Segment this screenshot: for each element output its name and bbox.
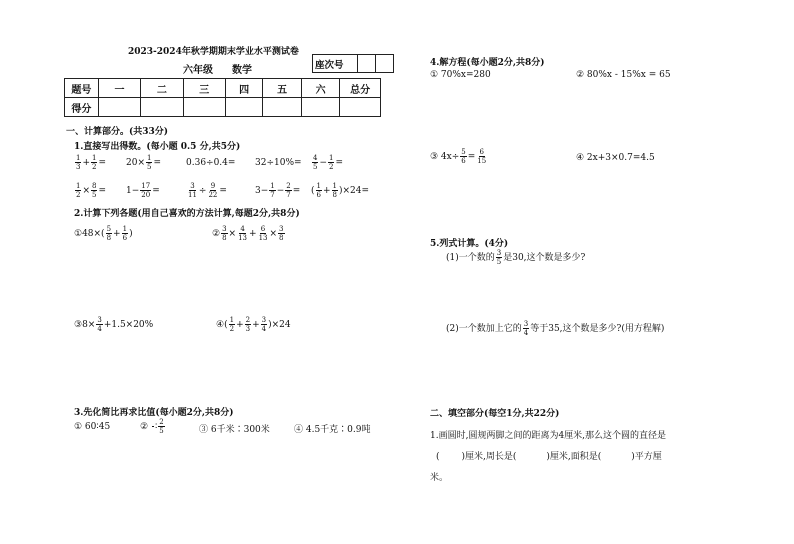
fraction-denominator: 4 — [261, 325, 267, 333]
fraction-numerator: 3 — [190, 182, 195, 190]
section-1-heading: 一、计算部分。(共33分) — [66, 127, 169, 137]
q3-item-1: ① 60∶45 — [74, 422, 111, 432]
fraction-denominator: 4 — [97, 325, 102, 333]
q4-item-4: ④ 2x+3×0.7=4.5 — [576, 153, 655, 163]
fraction-denominator: 5 — [92, 191, 97, 199]
fraction — [207, 182, 218, 199]
q1-item-10: ( $\frac{1}{6}$ + $\frac{1}{8}$ )×24= — [311, 182, 370, 199]
fraction-numerator: 4 — [240, 225, 245, 233]
exam-title: 2023-2024年秋学期期末学业水平测试卷 — [128, 47, 299, 57]
score-input-cell[interactable] — [301, 98, 339, 117]
fraction-numerator: 3 — [261, 316, 267, 324]
fraction — [237, 225, 248, 242]
fill-1-line-1: 1.画圆时,圆规两脚之间的距离为4厘米,那么这个圆的直径是 — [430, 431, 667, 441]
score-header-cell: 四 — [225, 79, 262, 98]
q1-item-7: 1− $\frac{17}{20}$ = — [126, 182, 160, 199]
q4-item-2: ② 80%x - 15%x = 65 — [576, 70, 671, 80]
fraction — [187, 182, 198, 199]
fraction-numerator: 5 — [461, 148, 466, 156]
fraction — [285, 182, 291, 199]
seat-number-box — [312, 54, 394, 73]
fraction — [152, 426, 154, 427]
q1-item-8: $\frac{3}{11}$ ÷ $\frac{9}{22}$ = — [188, 182, 227, 199]
score-row-label: 得分 — [65, 98, 99, 117]
fraction — [122, 225, 128, 242]
subject-label: 数学 — [232, 65, 252, 76]
fraction-numerator: 6 — [260, 225, 266, 233]
seat-cell[interactable] — [376, 55, 394, 73]
q1-item-9: 3− $\frac{1}{7}$ − $\frac{2}{7}$ = — [255, 182, 301, 199]
q2-item-3: ③8× $\frac{3}{4}$ +1.5×20% — [74, 316, 154, 333]
fraction — [328, 154, 334, 171]
score-input-cell[interactable] — [263, 98, 301, 117]
q1-item-4: 32÷10%= — [255, 158, 302, 168]
grade-label: 六年级 — [183, 65, 213, 76]
fraction — [91, 182, 97, 199]
fraction-numerator: 8 — [92, 182, 97, 190]
fraction-numerator: 3 — [496, 249, 502, 257]
fraction-numerator: 3 — [523, 320, 529, 328]
q3-item-2: ② ∶ $\frac{2}{5}$ — [140, 418, 164, 435]
q3-item-3: ③ 6千米∶300米 — [199, 425, 270, 435]
score-table-score-row — [65, 98, 381, 117]
score-header-cell: 题号 — [65, 79, 99, 98]
fraction-numerator: 2 — [159, 418, 164, 426]
fill-1-line-3: 米。 — [430, 473, 449, 483]
fill-1-line-2: ( )厘米,周长是( )厘米,面积是( )平方厘 — [436, 452, 662, 462]
q3-item-4: ④ 4.5千克∶0.9吨 — [294, 425, 371, 435]
fraction — [140, 182, 151, 199]
fraction-numerator: 5 — [106, 225, 112, 233]
fraction-numerator: 6 — [479, 148, 484, 156]
fraction-numerator: 1 — [329, 154, 334, 162]
fraction — [221, 225, 227, 242]
fraction-denominator: 5 — [147, 163, 152, 171]
seat-label: 座次号 — [313, 55, 358, 73]
fraction-numerator: 4 — [313, 154, 318, 162]
fraction-denominator: 8 — [279, 234, 284, 242]
fraction-denominator: 8 — [222, 234, 227, 242]
q1-item-6: $\frac{1}{2}$ × $\frac{8}{5}$ = — [76, 182, 107, 199]
fraction — [476, 148, 487, 165]
score-header-cell: 一 — [98, 79, 140, 98]
fraction-denominator: 7 — [270, 191, 275, 199]
fraction-numerator: 1 — [92, 154, 97, 162]
fraction — [496, 249, 502, 266]
fraction-numerator: 9 — [210, 182, 216, 190]
score-header-cell: 总分 — [340, 79, 381, 98]
q1-item-2: 20× $\frac{1}{5}$ = — [126, 154, 162, 171]
score-header-cell: 二 — [141, 79, 183, 98]
q1-item-5: $\frac{4}{5}$ − $\frac{1}{2}$ = — [313, 154, 344, 171]
fraction-denominator: 5 — [496, 258, 502, 266]
fraction-denominator: 5 — [313, 163, 318, 171]
score-input-cell[interactable] — [225, 98, 262, 117]
q5-item-2: (2)一个数加上它的 $\frac{3}{4}$ 等于35,这个数是多少?(用方程解) — [446, 320, 665, 337]
q2-title: 2.计算下列各题(用自己喜欢的方法计算,每题2分,共8分) — [74, 209, 300, 219]
fraction-numerator: 3 — [279, 225, 284, 233]
fraction — [460, 148, 466, 165]
fraction — [91, 154, 97, 171]
fraction-numerator: 1 — [332, 182, 337, 190]
fraction-denominator: 2 — [76, 191, 81, 199]
fraction-denominator: 7 — [286, 191, 291, 199]
fraction-numerator: 1 — [270, 182, 275, 190]
fraction-denominator: 6 — [316, 191, 321, 199]
fraction — [332, 182, 338, 199]
fraction — [258, 225, 269, 242]
fraction — [316, 182, 322, 199]
fraction — [312, 154, 318, 171]
fraction — [523, 320, 529, 337]
score-input-cell[interactable] — [183, 98, 225, 117]
score-header-cell: 六 — [301, 79, 339, 98]
fraction-numerator: 3 — [222, 225, 227, 233]
fraction-numerator: 1 — [122, 225, 128, 233]
fraction-numerator: 1 — [76, 154, 81, 162]
section-2-heading: 二、填空部分(每空1分,共22分) — [430, 409, 560, 419]
q1-title: 1.直接写出得数。(每小题 0.5 分,共5分) — [74, 142, 241, 152]
q1-item-3: 0.36÷0.4= — [186, 158, 236, 168]
q2-item-2: ② $\frac{3}{8}$ × $\frac{4}{13}$ + $\frac{6}{13}$ × $\frac{3}{8}$ — [212, 225, 284, 242]
fraction-numerator: 1 — [316, 182, 321, 190]
fraction-numerator: 3 — [97, 316, 102, 324]
fraction-denominator: 3 — [76, 163, 81, 171]
fraction-numerator: 2 — [286, 182, 291, 190]
q4-item-1: ① 70%x=280 — [430, 70, 491, 80]
fraction-denominator: 8 — [332, 191, 337, 199]
fraction-denominator: 2 — [329, 163, 334, 171]
score-table-header-row — [65, 79, 381, 98]
fraction-numerator: 2 — [245, 316, 251, 324]
fraction — [158, 418, 164, 435]
fraction-numerator: 17 — [141, 182, 151, 190]
fraction-numerator — [152, 426, 154, 427]
q5-title: 5.列式计算。(4分) — [430, 239, 509, 249]
score-header-cell: 五 — [263, 79, 301, 98]
fraction-numerator: 1 — [229, 316, 235, 324]
score-table — [64, 78, 381, 117]
fraction-denominator: 6 — [461, 157, 466, 165]
q5-item-1: (1)一个数的 $\frac{3}{5}$ 是30,这个数是多少? — [446, 249, 586, 266]
score-input-cell[interactable] — [98, 98, 140, 117]
fraction-denominator: 2 — [92, 163, 97, 171]
fraction-denominator: 8 — [106, 234, 112, 242]
fraction — [75, 182, 81, 199]
fraction-denominator: 4 — [523, 329, 529, 337]
fraction-denominator: 15 — [477, 157, 487, 165]
fraction-numerator: 1 — [76, 182, 81, 190]
score-input-cell[interactable] — [340, 98, 381, 117]
fraction-denominator: 2 — [229, 325, 235, 333]
seat-cell[interactable] — [358, 55, 376, 73]
fraction — [146, 154, 152, 171]
fraction — [96, 316, 102, 333]
fraction-denominator: 13 — [258, 234, 268, 242]
fraction-denominator: 5 — [159, 427, 164, 435]
q3-title: 3.先化简比再求比值(每小题2分,共8分) — [74, 408, 234, 418]
fraction-denominator: 22 — [208, 191, 218, 199]
q2-item-4: ④( $\frac{1}{2}$ + $\frac{2}{3}$ + $\frac{3}{4}$ )×24 — [216, 316, 291, 333]
fraction-denominator: 6 — [122, 234, 128, 242]
fraction — [278, 225, 284, 242]
fraction — [229, 316, 235, 333]
q2-item-1: ①48×( $\frac{5}{8}$ + $\frac{1}{6}$ ) — [74, 225, 133, 242]
fraction — [261, 316, 267, 333]
q1-item-1: $\frac{1}{3}$ + $\frac{1}{2}$ = — [76, 154, 107, 171]
fraction — [106, 225, 112, 242]
fraction-denominator: 20 — [141, 191, 151, 199]
q4-title: 4.解方程(每小题2分,共8分) — [430, 58, 545, 68]
score-input-cell[interactable] — [141, 98, 183, 117]
fraction-denominator: 11 — [188, 191, 197, 199]
fraction — [245, 316, 251, 333]
q4-item-3: ③ 4x÷ $\frac{5}{6}$ = $\frac{6}{15}$ — [430, 148, 487, 165]
fraction-denominator: 13 — [238, 234, 248, 242]
fraction-numerator: 1 — [147, 154, 152, 162]
fraction-denominator: 3 — [245, 325, 251, 333]
score-header-cell: 三 — [183, 79, 225, 98]
fraction — [269, 182, 275, 199]
fraction — [75, 154, 81, 171]
